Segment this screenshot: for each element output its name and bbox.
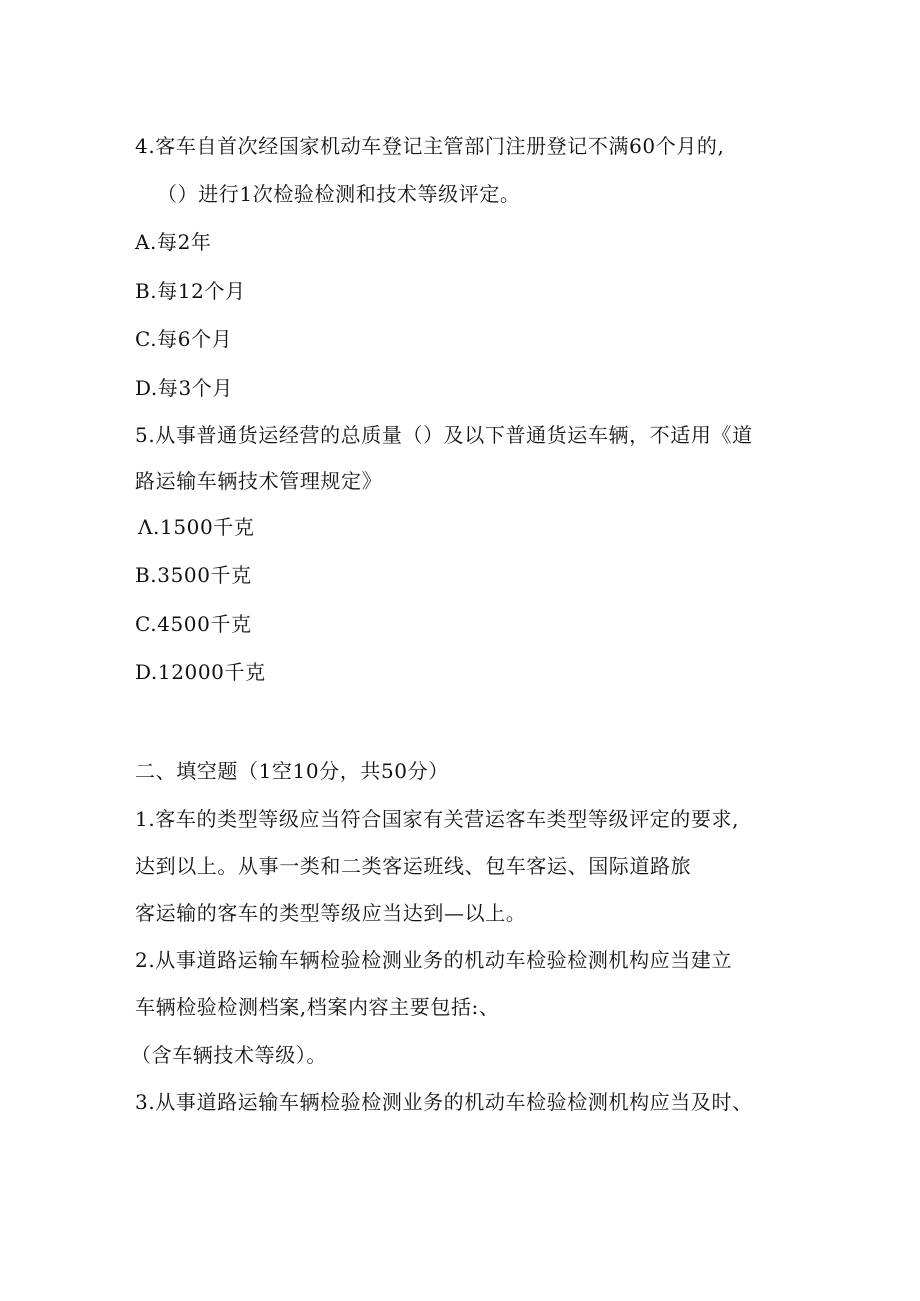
question-5-option-b: B.3500千克 <box>135 563 252 587</box>
question-5-line-1: 5.从事普通货运经营的总质量（）及以下普通货运车辆，不适用《道 <box>135 423 753 447</box>
fill-1-line-3: 客运输的客车的类型等级应当达到—以上。 <box>135 901 527 925</box>
fill-2-line-1: 2.从事道路运输车辆检验检测业务的机动车检验检测机构应当建立 <box>135 948 733 972</box>
question-5-option-c: C.4500千克 <box>135 612 252 636</box>
fill-2-line-2: 车辆检验检测档案,档案内容主要包括:、 <box>135 995 500 1019</box>
question-4-line-2: （）进行1次检验检测和技术等级评定。 <box>157 182 521 206</box>
question-4-option-d: D.每3个月 <box>135 376 234 400</box>
fill-1-line-1: 1.客车的类型等级应当符合国家有关营运客车类型等级评定的要求, <box>135 807 740 831</box>
fill-1-line-2: 达到以上。从事一类和二类客运班线、包车客运、国际道路旅 <box>135 854 692 878</box>
question-4-line-1: 4.客车自首次经国家机动车登记主管部门注册登记不满60个月的, <box>135 134 725 158</box>
question-4-option-c: C.每6个月 <box>135 327 233 351</box>
fill-2-line-3: （含车辆技术等级）。 <box>131 1043 327 1067</box>
fill-3-line-1: 3.从事道路运输车辆检验检测业务的机动车检验检测机构应当及时、 <box>135 1090 753 1114</box>
question-4-option-b: B.每12个月 <box>135 279 246 303</box>
question-5-option-a: Λ.1500千克 <box>138 515 255 539</box>
question-5-line-2: 路运输车辆技术管理规定》 <box>135 469 383 493</box>
question-5-option-d: D.12000千克 <box>135 660 266 684</box>
question-4-option-a: A.每2年 <box>135 230 212 254</box>
section-heading-fill-in: 二、填空题（1空10分，共50分） <box>135 759 449 783</box>
